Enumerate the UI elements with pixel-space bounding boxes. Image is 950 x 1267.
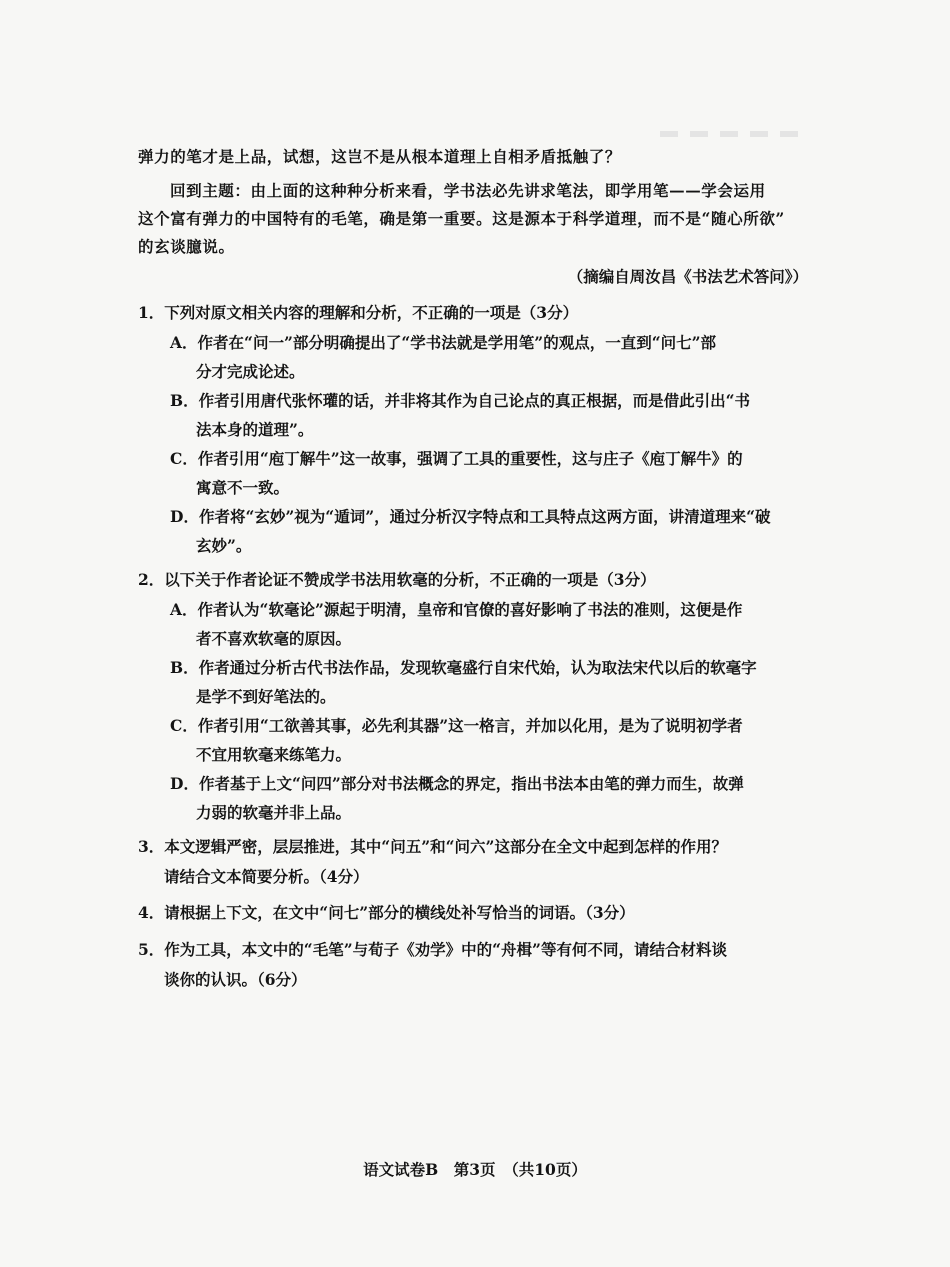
question-1-option-b — [170, 386, 818, 444]
scan-artifact — [660, 131, 810, 137]
option-text: A．作者认为“软毫论”源起于明清，皇帝和官僚的喜好影响了书法的准则，这便是作 — [170, 600, 743, 619]
question-4-stem: 4．请根据上下文，在文中“问七”部分的横线处补写恰当的词语。（3分） — [138, 903, 635, 922]
option-text: B．作者通过分析古代书法作品，发现软毫盛行自宋代始，认为取法宋代以后的软毫字 — [170, 658, 757, 677]
question-4 — [138, 898, 818, 928]
question-1 — [138, 298, 818, 560]
question-3-stem-cont: 请结合文本简要分析。（4分） — [164, 867, 369, 886]
question-2-option-a — [170, 595, 818, 653]
option-text-cont: 力弱的软毫并非上品。 — [196, 803, 352, 822]
question-3 — [138, 832, 818, 892]
option-text: C．作者引用“工欲善其事，必先利其器”这一格言，并加以化用，是为了说明初学者 — [170, 716, 743, 735]
question-1-option-a — [170, 328, 818, 386]
option-text-cont: 玄妙”。 — [196, 536, 252, 555]
passage-line-1: 弹力的笔才是上品，试想，这岂不是从根本道理上自相矛盾抵触了？ — [138, 147, 622, 166]
question-5-stem-cont: 谈你的认识。（6分） — [164, 970, 307, 989]
question-2-option-d — [170, 769, 818, 827]
question-1-stem: 1．下列对原文相关内容的理解和分析，不正确的一项是（3分） — [138, 303, 579, 322]
option-text-cont: 不宜用软毫来练笔力。 — [196, 745, 352, 764]
question-2-option-c — [170, 711, 818, 769]
passage-source: （摘编自周汝昌《书法艺术答问》） — [567, 267, 808, 286]
passage-line-2: 回到主题：由上面的这种种分析来看，学书法必先讲求笔法，即学用笔——学会运用 — [170, 181, 766, 200]
passage-line-3: 这个富有弹力的中国特有的毛笔，确是第一重要。这是源本于科学道理，而不是“随心所欲” — [138, 209, 785, 228]
option-text-cont: 分才完成论述。 — [196, 362, 305, 381]
option-text: B．作者引用唐代张怀瓘的话，并非将其作为自己论点的真正根据，而是借此引出“书 — [170, 391, 751, 410]
option-text-cont: 法本身的道理”。 — [196, 420, 314, 439]
passage-line-4: 的玄谈臆说。 — [138, 237, 235, 256]
question-2-stem: 2．以下关于作者论证不赞成学书法用软毫的分析，不正确的一项是（3分） — [138, 570, 656, 589]
question-3-stem: 3．本文逻辑严密，层层推进，其中“问五”和“问六”这部分在全文中起到怎样的作用？ — [138, 837, 727, 856]
option-text-cont: 者不喜欢软毫的原因。 — [196, 629, 352, 648]
question-2 — [138, 565, 818, 827]
option-text-cont: 寓意不一致。 — [196, 478, 290, 497]
question-5-stem: 5．作为工具，本文中的“毛笔”与荀子《劝学》中的“舟楫”等有何不同，请结合材料谈 — [138, 940, 727, 959]
option-text: A．作者在“问一”部分明确提出了“学书法就是学用笔”的观点，一直到“问七”部 — [170, 333, 717, 352]
question-1-option-c — [170, 444, 818, 502]
option-text: D．作者将“玄妙”视为“遁词”，通过分析汉字特点和工具特点这两方面，讲清道理来“破 — [170, 507, 771, 526]
option-text-cont: 是学不到好笔法的。 — [196, 687, 336, 706]
option-text: C．作者引用“庖丁解牛”这一故事，强调了工具的重要性，这与庄子《庖丁解牛》的 — [170, 449, 743, 468]
page-footer: 语文试卷B 第3页 （共10页） — [363, 1160, 587, 1179]
option-text: D．作者基于上文“问四”部分对书法概念的界定，指出书法本由笔的弹力而生，故弹 — [170, 774, 744, 793]
question-1-option-d — [170, 502, 818, 560]
question-2-option-b — [170, 653, 818, 711]
question-5 — [138, 935, 818, 995]
